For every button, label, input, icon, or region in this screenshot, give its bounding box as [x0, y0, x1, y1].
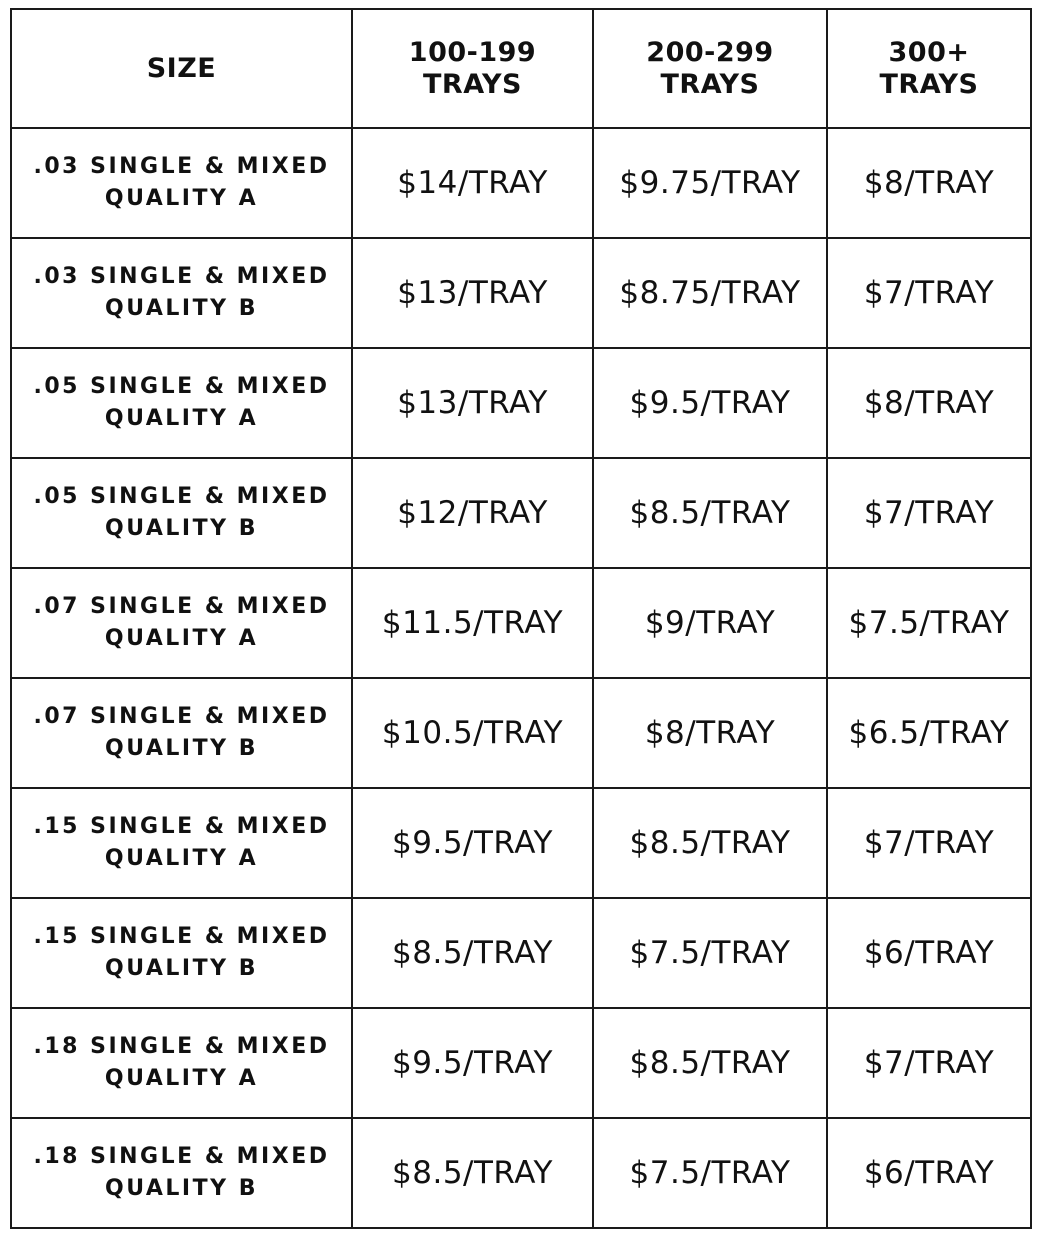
price-cell-tier-3: $7/TRAY [827, 788, 1031, 898]
price-cell-tier-2: $8.5/TRAY [593, 788, 827, 898]
size-label: .07 SINGLE & MIXED [33, 594, 330, 619]
size-cell [11, 898, 352, 1008]
price-cell-tier-1: $13/TRAY [352, 238, 593, 348]
header-tier-unit: TRAYS [422, 68, 523, 100]
size-label: .05 SINGLE & MIXED [33, 484, 330, 509]
price-cell-tier-1: $8.5/TRAY [352, 1118, 593, 1228]
price-cell-tier-1: $11.5/TRAY [352, 568, 593, 678]
price-cell-tier-3: $7/TRAY [827, 1008, 1031, 1118]
quality-label: QUALITY A [104, 406, 259, 431]
price-cell-tier-2: $9/TRAY [593, 568, 827, 678]
size-cell [11, 568, 352, 678]
table-row [11, 458, 1031, 568]
price-cell-tier-2: $7.5/TRAY [593, 898, 827, 1008]
table-row [11, 1008, 1031, 1118]
quality-label: QUALITY A [104, 186, 259, 211]
size-label: .18 SINGLE & MIXED [33, 1144, 330, 1169]
quality-label: QUALITY B [105, 956, 258, 981]
price-cell-tier-1: $9.5/TRAY [352, 1008, 593, 1118]
price-cell-tier-1: $13/TRAY [352, 348, 593, 458]
price-cell-tier-2: $9.75/TRAY [593, 128, 827, 238]
price-cell-tier-1: $9.5/TRAY [352, 788, 593, 898]
size-cell [11, 788, 352, 898]
quality-label: QUALITY A [104, 1066, 259, 1091]
quality-label: QUALITY B [105, 296, 258, 321]
table-row [11, 238, 1031, 348]
size-label: .18 SINGLE & MIXED [33, 1034, 330, 1059]
table-row [11, 1118, 1031, 1228]
size-label: .05 SINGLE & MIXED [33, 374, 330, 399]
size-cell [11, 458, 352, 568]
size-label: .03 SINGLE & MIXED [33, 264, 330, 289]
size-cell [11, 1118, 352, 1228]
size-cell [11, 238, 352, 348]
size-label: .15 SINGLE & MIXED [33, 814, 330, 839]
header-size [11, 9, 352, 128]
price-cell-tier-2: $8/TRAY [593, 678, 827, 788]
quality-label: QUALITY A [104, 626, 259, 651]
header-row [11, 9, 1031, 128]
quality-label: QUALITY B [105, 516, 258, 541]
table-body [11, 128, 1031, 1228]
price-table [10, 8, 1032, 1229]
header-size-label: SIZE [146, 52, 217, 84]
size-cell [11, 128, 352, 238]
size-cell [11, 1008, 352, 1118]
size-label: .07 SINGLE & MIXED [33, 704, 330, 729]
table-row [11, 568, 1031, 678]
price-cell-tier-3: $7/TRAY [827, 458, 1031, 568]
quality-label: QUALITY B [105, 1176, 258, 1201]
table-row [11, 128, 1031, 238]
quality-label: QUALITY B [105, 736, 258, 761]
header-tier-range: 300+ [888, 36, 970, 68]
header-tier-range: 100-199 [408, 36, 537, 68]
price-cell-tier-3: $8/TRAY [827, 128, 1031, 238]
size-cell [11, 348, 352, 458]
size-label: .15 SINGLE & MIXED [33, 924, 330, 949]
header-tier-200-299 [593, 9, 827, 128]
header-tier-unit: TRAYS [660, 68, 760, 100]
quality-label: QUALITY A [104, 846, 259, 871]
price-cell-tier-3: $7/TRAY [827, 238, 1031, 348]
table-row [11, 898, 1031, 1008]
table-row [11, 678, 1031, 788]
price-cell-tier-3: $6/TRAY [827, 1118, 1031, 1228]
price-cell-tier-2: $7.5/TRAY [593, 1118, 827, 1228]
price-cell-tier-2: $8.5/TRAY [593, 458, 827, 568]
price-cell-tier-1: $14/TRAY [352, 128, 593, 238]
price-cell-tier-2: $8.75/TRAY [593, 238, 827, 348]
price-cell-tier-1: $10.5/TRAY [352, 678, 593, 788]
table-row [11, 348, 1031, 458]
price-cell-tier-1: $12/TRAY [352, 458, 593, 568]
price-cell-tier-3: $6/TRAY [827, 898, 1031, 1008]
price-cell-tier-3: $6.5/TRAY [827, 678, 1031, 788]
price-cell-tier-2: $8.5/TRAY [593, 1008, 827, 1118]
header-tier-100-199 [352, 9, 593, 128]
price-cell-tier-2: $9.5/TRAY [593, 348, 827, 458]
table-row [11, 788, 1031, 898]
size-label: .03 SINGLE & MIXED [33, 154, 330, 179]
header-tier-300-plus [827, 9, 1031, 128]
price-cell-tier-1: $8.5/TRAY [352, 898, 593, 1008]
header-tier-range: 200-299 [646, 36, 774, 68]
price-cell-tier-3: $7.5/TRAY [827, 568, 1031, 678]
header-tier-unit: TRAYS [879, 68, 979, 100]
size-cell [11, 678, 352, 788]
price-cell-tier-3: $8/TRAY [827, 348, 1031, 458]
